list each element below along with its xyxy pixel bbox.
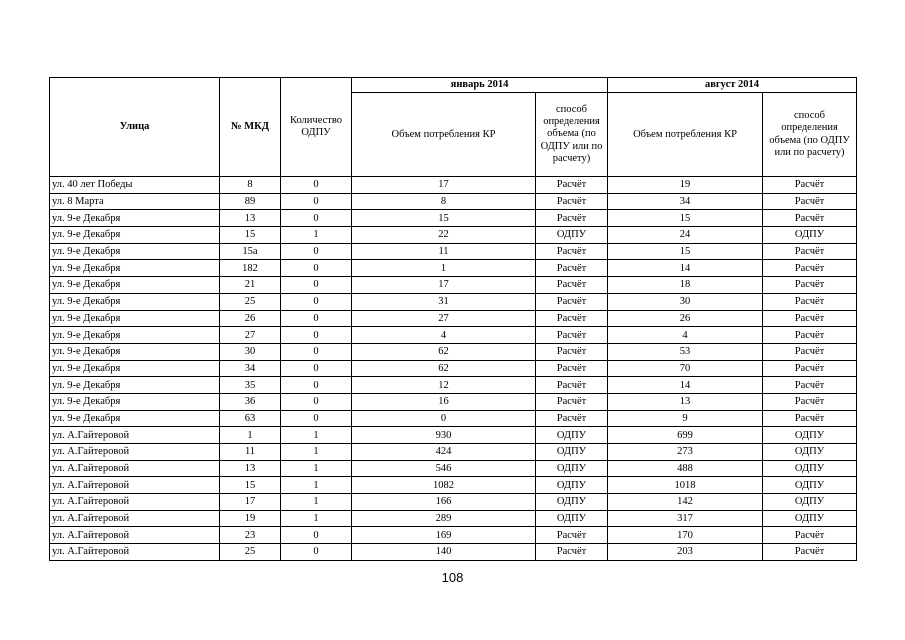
table-row xyxy=(50,227,857,244)
cell-mkd: 26 xyxy=(220,310,281,327)
cell-mkd: 30 xyxy=(220,343,281,360)
cell-street: ул. А.Гайтеровой xyxy=(50,544,220,561)
table-row xyxy=(50,460,857,477)
cell-mkd: 27 xyxy=(220,327,281,344)
table-row xyxy=(50,377,857,394)
cell-method-january: Расчёт xyxy=(536,293,608,310)
cell-volume-august: 30 xyxy=(608,293,763,310)
cell-street: ул. 9-е Декабря xyxy=(50,393,220,410)
cell-mkd: 17 xyxy=(220,494,281,511)
cell-street: ул. А.Гайтеровой xyxy=(50,477,220,494)
table-row xyxy=(50,210,857,227)
cell-method-january: ОДПУ xyxy=(536,460,608,477)
cell-mkd: 63 xyxy=(220,410,281,427)
cell-odpu-count: 0 xyxy=(281,410,352,427)
cell-volume-january: 0 xyxy=(352,410,536,427)
cell-method-august: Расчёт xyxy=(763,293,857,310)
cell-volume-august: 14 xyxy=(608,260,763,277)
cell-method-august: Расчёт xyxy=(763,177,857,194)
cell-odpu-count: 0 xyxy=(281,193,352,210)
page-number: 108 xyxy=(441,570,464,585)
cell-method-august: Расчёт xyxy=(763,410,857,427)
cell-volume-january: 12 xyxy=(352,377,536,394)
cell-volume-january: 1082 xyxy=(352,477,536,494)
cell-method-january: Расчёт xyxy=(536,544,608,561)
cell-mkd: 1 xyxy=(220,427,281,444)
cell-street: ул. А.Гайтеровой xyxy=(50,444,220,461)
cell-volume-august: 18 xyxy=(608,277,763,294)
cell-street: ул. 9-е Декабря xyxy=(50,310,220,327)
table-row xyxy=(50,343,857,360)
cell-mkd: 21 xyxy=(220,277,281,294)
cell-street: ул. 9-е Декабря xyxy=(50,243,220,260)
table-row xyxy=(50,177,857,194)
header-method-august: способ определения объема (по ОДПУ или по расчету) xyxy=(763,93,857,177)
cell-method-august: Расчёт xyxy=(763,243,857,260)
cell-volume-august: 273 xyxy=(608,444,763,461)
header-volume-august: Объем потребления КР xyxy=(608,93,763,177)
cell-method-august: ОДПУ xyxy=(763,444,857,461)
cell-volume-january: 166 xyxy=(352,494,536,511)
cell-mkd: 19 xyxy=(220,510,281,527)
table-row xyxy=(50,260,857,277)
cell-mkd: 34 xyxy=(220,360,281,377)
cell-volume-august: 488 xyxy=(608,460,763,477)
cell-volume-august: 170 xyxy=(608,527,763,544)
cell-odpu-count: 0 xyxy=(281,310,352,327)
cell-method-january: Расчёт xyxy=(536,360,608,377)
cell-volume-august: 9 xyxy=(608,410,763,427)
cell-odpu-count: 1 xyxy=(281,477,352,494)
cell-mkd: 8 xyxy=(220,177,281,194)
cell-volume-january: 289 xyxy=(352,510,536,527)
cell-street: ул. А.Гайтеровой xyxy=(50,427,220,444)
cell-volume-january: 17 xyxy=(352,177,536,194)
header-method-january: способ определения объема (по ОДПУ или по расчету) xyxy=(536,93,608,177)
cell-odpu-count: 1 xyxy=(281,460,352,477)
cell-volume-january: 15 xyxy=(352,210,536,227)
cell-method-january: Расчёт xyxy=(536,310,608,327)
cell-street: ул. 9-е Декабря xyxy=(50,260,220,277)
cell-method-january: Расчёт xyxy=(536,210,608,227)
cell-method-august: Расчёт xyxy=(763,210,857,227)
cell-method-january: Расчёт xyxy=(536,277,608,294)
cell-street: ул. 9-е Декабря xyxy=(50,360,220,377)
cell-street: ул. 9-е Декабря xyxy=(50,293,220,310)
table-row xyxy=(50,427,857,444)
cell-volume-august: 15 xyxy=(608,210,763,227)
cell-method-january: ОДПУ xyxy=(536,227,608,244)
cell-method-january: Расчёт xyxy=(536,527,608,544)
cell-odpu-count: 0 xyxy=(281,243,352,260)
cell-volume-august: 34 xyxy=(608,193,763,210)
cell-volume-august: 15 xyxy=(608,243,763,260)
cell-odpu-count: 0 xyxy=(281,393,352,410)
cell-odpu-count: 0 xyxy=(281,260,352,277)
cell-street: ул. 40 лет Победы xyxy=(50,177,220,194)
cell-volume-august: 19 xyxy=(608,177,763,194)
table-row xyxy=(50,444,857,461)
cell-volume-august: 24 xyxy=(608,227,763,244)
cell-method-august: ОДПУ xyxy=(763,510,857,527)
cell-mkd: 11 xyxy=(220,444,281,461)
cell-method-august: Расчёт xyxy=(763,260,857,277)
cell-odpu-count: 0 xyxy=(281,544,352,561)
cell-street: ул. А.Гайтеровой xyxy=(50,460,220,477)
cell-volume-january: 62 xyxy=(352,343,536,360)
cell-method-august: ОДПУ xyxy=(763,460,857,477)
header-volume-january: Объем потребления КР xyxy=(352,93,536,177)
cell-method-january: Расчёт xyxy=(536,177,608,194)
header-period-january: январь 2014 xyxy=(352,78,608,93)
cell-mkd: 13 xyxy=(220,460,281,477)
cell-volume-january: 4 xyxy=(352,327,536,344)
cell-method-january: Расчёт xyxy=(536,327,608,344)
cell-street: ул. А.Гайтеровой xyxy=(50,494,220,511)
table-row xyxy=(50,393,857,410)
cell-method-august: Расчёт xyxy=(763,327,857,344)
cell-method-january: Расчёт xyxy=(536,193,608,210)
cell-volume-august: 26 xyxy=(608,310,763,327)
header-mkd: № МКД xyxy=(220,78,281,177)
cell-method-august: Расчёт xyxy=(763,343,857,360)
cell-mkd: 15а xyxy=(220,243,281,260)
cell-street: ул. 8 Марта xyxy=(50,193,220,210)
cell-odpu-count: 0 xyxy=(281,360,352,377)
cell-mkd: 35 xyxy=(220,377,281,394)
table-row xyxy=(50,277,857,294)
cell-method-august: Расчёт xyxy=(763,377,857,394)
header-row-1 xyxy=(50,78,857,93)
cell-volume-august: 13 xyxy=(608,393,763,410)
cell-odpu-count: 1 xyxy=(281,444,352,461)
table-row xyxy=(50,544,857,561)
cell-volume-january: 8 xyxy=(352,193,536,210)
cell-volume-january: 16 xyxy=(352,393,536,410)
table-row xyxy=(50,494,857,511)
cell-mkd: 36 xyxy=(220,393,281,410)
cell-method-august: Расчёт xyxy=(763,193,857,210)
table-row xyxy=(50,193,857,210)
cell-method-august: Расчёт xyxy=(763,277,857,294)
cell-method-august: Расчёт xyxy=(763,310,857,327)
table-row xyxy=(50,327,857,344)
cell-method-august: ОДПУ xyxy=(763,427,857,444)
cell-volume-january: 27 xyxy=(352,310,536,327)
cell-street: ул. 9-е Декабря xyxy=(50,277,220,294)
cell-odpu-count: 0 xyxy=(281,343,352,360)
table-body xyxy=(50,177,857,561)
cell-method-august: ОДПУ xyxy=(763,227,857,244)
cell-method-january: Расчёт xyxy=(536,377,608,394)
cell-volume-august: 14 xyxy=(608,377,763,394)
header-period-august: август 2014 xyxy=(608,78,857,93)
cell-volume-january: 17 xyxy=(352,277,536,294)
cell-mkd: 25 xyxy=(220,293,281,310)
cell-volume-january: 140 xyxy=(352,544,536,561)
table-row xyxy=(50,310,857,327)
cell-odpu-count: 1 xyxy=(281,427,352,444)
cell-volume-january: 31 xyxy=(352,293,536,310)
cell-method-january: Расчёт xyxy=(536,343,608,360)
cell-method-january: ОДПУ xyxy=(536,477,608,494)
cell-mkd: 182 xyxy=(220,260,281,277)
cell-volume-august: 4 xyxy=(608,327,763,344)
cell-volume-august: 1018 xyxy=(608,477,763,494)
cell-volume-august: 53 xyxy=(608,343,763,360)
cell-method-january: ОДПУ xyxy=(536,510,608,527)
table-row xyxy=(50,527,857,544)
cell-method-january: Расчёт xyxy=(536,393,608,410)
cell-method-january: Расчёт xyxy=(536,260,608,277)
cell-method-august: ОДПУ xyxy=(763,494,857,511)
cell-method-january: Расчёт xyxy=(536,410,608,427)
cell-volume-january: 22 xyxy=(352,227,536,244)
cell-mkd: 15 xyxy=(220,477,281,494)
cell-odpu-count: 1 xyxy=(281,494,352,511)
cell-mkd: 25 xyxy=(220,544,281,561)
cell-odpu-count: 0 xyxy=(281,177,352,194)
cell-volume-august: 317 xyxy=(608,510,763,527)
table-row xyxy=(50,360,857,377)
consumption-table xyxy=(49,77,857,561)
cell-street: ул. 9-е Декабря xyxy=(50,343,220,360)
header-street: Улица xyxy=(50,78,220,177)
table-row xyxy=(50,243,857,260)
cell-street: ул. 9-е Декабря xyxy=(50,410,220,427)
cell-odpu-count: 0 xyxy=(281,210,352,227)
cell-volume-january: 11 xyxy=(352,243,536,260)
header-odpu-count: Количество ОДПУ xyxy=(281,78,352,177)
cell-volume-august: 70 xyxy=(608,360,763,377)
table-row xyxy=(50,510,857,527)
table-row xyxy=(50,293,857,310)
cell-odpu-count: 0 xyxy=(281,527,352,544)
cell-method-august: Расчёт xyxy=(763,544,857,561)
cell-mkd: 23 xyxy=(220,527,281,544)
table-row xyxy=(50,410,857,427)
cell-method-january: ОДПУ xyxy=(536,494,608,511)
cell-street: ул. 9-е Декабря xyxy=(50,377,220,394)
cell-method-january: ОДПУ xyxy=(536,444,608,461)
cell-street: ул. А.Гайтеровой xyxy=(50,527,220,544)
cell-volume-january: 62 xyxy=(352,360,536,377)
cell-method-august: ОДПУ xyxy=(763,477,857,494)
cell-volume-august: 142 xyxy=(608,494,763,511)
cell-volume-january: 424 xyxy=(352,444,536,461)
cell-odpu-count: 0 xyxy=(281,327,352,344)
cell-method-august: Расчёт xyxy=(763,360,857,377)
cell-method-january: ОДПУ xyxy=(536,427,608,444)
cell-method-august: Расчёт xyxy=(763,527,857,544)
cell-volume-january: 1 xyxy=(352,260,536,277)
cell-odpu-count: 1 xyxy=(281,510,352,527)
cell-mkd: 89 xyxy=(220,193,281,210)
cell-street: ул. 9-е Декабря xyxy=(50,227,220,244)
cell-mkd: 13 xyxy=(220,210,281,227)
cell-volume-january: 930 xyxy=(352,427,536,444)
table-row xyxy=(50,477,857,494)
cell-mkd: 15 xyxy=(220,227,281,244)
cell-odpu-count: 0 xyxy=(281,377,352,394)
cell-street: ул. 9-е Декабря xyxy=(50,210,220,227)
cell-volume-august: 699 xyxy=(608,427,763,444)
cell-odpu-count: 1 xyxy=(281,227,352,244)
cell-method-january: Расчёт xyxy=(536,243,608,260)
cell-volume-january: 546 xyxy=(352,460,536,477)
cell-odpu-count: 0 xyxy=(281,277,352,294)
cell-method-august: Расчёт xyxy=(763,393,857,410)
cell-street: ул. А.Гайтеровой xyxy=(50,510,220,527)
cell-volume-august: 203 xyxy=(608,544,763,561)
cell-volume-january: 169 xyxy=(352,527,536,544)
cell-odpu-count: 0 xyxy=(281,293,352,310)
cell-street: ул. 9-е Декабря xyxy=(50,327,220,344)
